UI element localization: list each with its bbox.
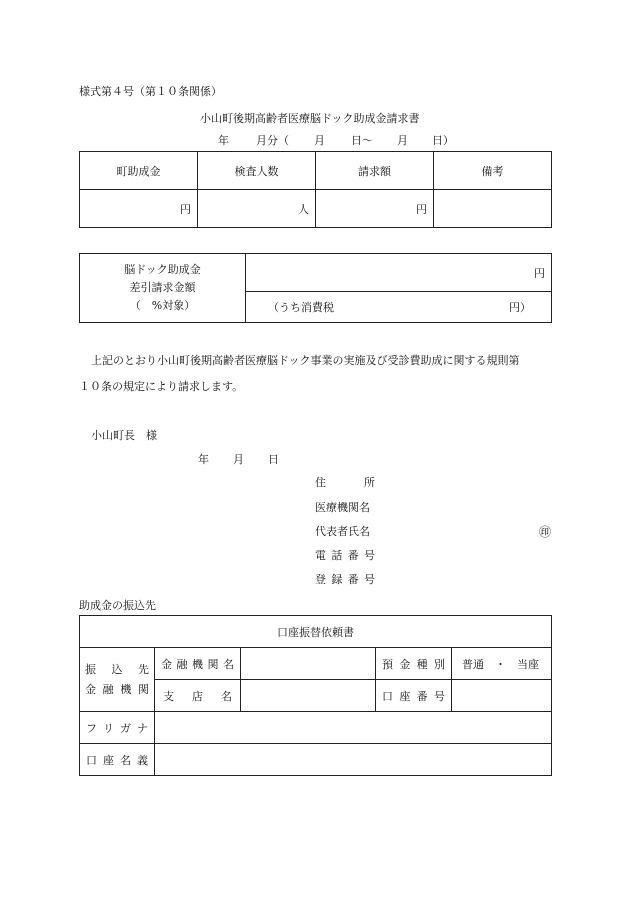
- tax-unit: 円）: [509, 301, 531, 314]
- form-number: 様式第４号（第１０条関係）: [79, 85, 222, 98]
- phone-label: 電 話 番 号: [315, 549, 375, 562]
- date-day: 日: [268, 453, 279, 466]
- bank-table: [79, 615, 552, 776]
- account-name-input[interactable]: [155, 744, 552, 776]
- period-to-month: 月: [397, 134, 408, 147]
- summary-table: [79, 151, 552, 228]
- bank-name-label: 金 融 機 関 名: [155, 648, 241, 680]
- deposit-type-select[interactable]: 普通 ・ 当座: [452, 648, 552, 680]
- claim-label: [80, 254, 246, 323]
- claim-amount-input[interactable]: 円: [246, 254, 552, 292]
- statement-line1: 上記のとおり小山町後期高齢者医療脳ドック事業の実施及び受診費助成に関する規則第: [91, 354, 520, 367]
- addressee: 小山町長 様: [91, 429, 157, 442]
- account-name-label: 口 座 名 義: [80, 744, 155, 776]
- seal-mark: ㊞: [539, 525, 552, 539]
- period-to-day: 日）: [432, 134, 454, 147]
- date-year: 年: [198, 453, 209, 466]
- deposit-type-label: 預 金 種 別: [376, 648, 452, 680]
- remarks-field[interactable]: [434, 190, 552, 228]
- address-label: 住 所: [315, 476, 375, 489]
- claim-label-line2: 差引請求金額: [129, 281, 196, 294]
- header-examinee-count: 検査人数: [198, 152, 316, 190]
- period-from-day: 日～: [351, 134, 373, 147]
- date-month: 月: [233, 453, 244, 466]
- account-number-label: 口 座 番 号: [376, 680, 452, 712]
- claim-amount-field[interactable]: 円: [316, 190, 434, 228]
- claim-label-line1: 脳ドック助成金: [124, 263, 201, 276]
- account-number-input[interactable]: [452, 680, 552, 712]
- period-year: 年: [218, 134, 229, 147]
- transfer-bank-label: 振 込 先 金 融 機 関: [80, 648, 155, 712]
- furigana-input[interactable]: [155, 712, 552, 744]
- header-remarks: 備考: [434, 152, 552, 190]
- branch-label: 支 店 名: [155, 680, 241, 712]
- header-claim-amount: 請求額: [316, 152, 434, 190]
- tax-label: （うち消費税: [268, 301, 334, 314]
- period-month-of: 月分（: [256, 134, 289, 147]
- claim-table: [79, 253, 552, 323]
- statement-line2: １０条の規定により請求します。: [79, 380, 244, 393]
- furigana-label: フ リ ガ ナ: [80, 712, 155, 744]
- registration-label: 登 録 番 号: [315, 573, 375, 586]
- representative-label: 代表者氏名: [315, 525, 370, 538]
- town-subsidy-field[interactable]: 円: [80, 190, 198, 228]
- examinee-count-field[interactable]: 人: [198, 190, 316, 228]
- bank-section-title: 助成金の振込先: [79, 599, 156, 612]
- branch-input[interactable]: [241, 680, 376, 712]
- consumption-tax-input[interactable]: [246, 292, 552, 323]
- transfer-request-title: 口座振替依頼書: [80, 616, 552, 648]
- document-title: 小山町後期高齢者医療脳ドック助成金請求書: [200, 112, 420, 125]
- period-from-month: 月: [314, 134, 325, 147]
- header-town-subsidy: 町助成金: [80, 152, 198, 190]
- institution-label: 医療機関名: [315, 501, 370, 514]
- bank-name-input[interactable]: [241, 648, 376, 680]
- claim-label-line3: （ %対象）: [129, 299, 196, 312]
